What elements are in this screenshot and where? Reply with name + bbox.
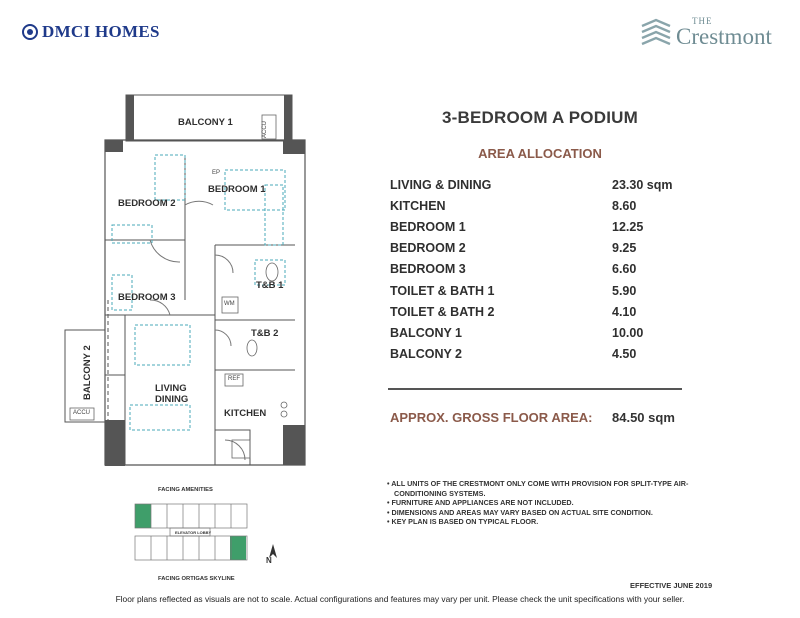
area-value: 9.25: [612, 241, 637, 256]
note-item: • FURNITURE AND APPLIANCES ARE NOT INCLUDED.: [387, 498, 574, 508]
project-logo-name: Crestmont: [676, 24, 772, 49]
area-value: 5.90: [612, 283, 637, 298]
room-label-dining: DINING: [155, 394, 189, 405]
north-label: N: [266, 556, 272, 565]
gross-floor-area-label: APPROX. GROSS FLOOR AREA:: [390, 410, 593, 425]
area-value: 4.50: [612, 347, 637, 362]
key-plan-elevator-lobby: ELEVATOR LOBBY: [175, 530, 212, 535]
room-label-kitchen: KITCHEN: [224, 408, 267, 419]
room-label-balcony-1: BALCONY 1: [178, 117, 233, 128]
area-label: BEDROOM 1: [390, 219, 466, 234]
area-label: LIVING & DINING: [390, 177, 492, 192]
area-value: 8.60: [612, 198, 637, 213]
room-label-tb-2: T&B 2: [251, 328, 279, 339]
door-tag-label: EP: [212, 170, 221, 176]
room-label-living: LIVING: [155, 383, 187, 394]
key-plan-facing-top: FACING AMENITIES: [158, 487, 213, 493]
crestmont-logo-icon: [640, 18, 672, 48]
developer-logo-text: DMCI HOMES: [42, 22, 160, 41]
area-label: BALCONY 1: [390, 325, 463, 340]
area-value: 23.30 sqm: [612, 177, 673, 192]
key-plan-facing-bottom: FACING ORTIGAS SKYLINE: [158, 576, 235, 582]
project-logo-prefix: THE: [692, 16, 713, 26]
notes: [387, 479, 717, 527]
divider: [388, 388, 682, 390]
area-label: BEDROOM 2: [390, 241, 466, 256]
dmci-logo-icon: [22, 24, 38, 40]
disclaimer: Floor plans reflected as visuals are not to scale. Actual configurations and features may vary per unit. Please check the unit specifications with your seller.: [115, 594, 685, 604]
note-item: • DIMENSIONS AND AREAS MAY VARY BASED ON ACTUAL SITE CONDITION.: [387, 507, 653, 517]
gross-floor-area-value: 84.50 sqm: [612, 410, 675, 425]
area-allocation-table: [390, 174, 690, 365]
room-label-bedroom-2: BEDROOM 2: [118, 198, 176, 209]
unit-title: 3-BEDROOM A PODIUM: [442, 108, 638, 127]
ref-label: REF: [228, 376, 240, 382]
area-row: [390, 174, 690, 195]
area-row: [390, 280, 690, 301]
bed-1-furniture: [155, 155, 185, 200]
area-row: [390, 322, 690, 343]
area-value: 10.00: [612, 325, 644, 340]
area-row: [390, 195, 690, 216]
room-label-tb-1: T&B 1: [256, 280, 284, 291]
area-row: [390, 238, 690, 259]
room-label-bedroom-1: BEDROOM 1: [208, 184, 266, 195]
area-label: BALCONY 2: [390, 347, 463, 362]
area-row: [390, 216, 690, 237]
project-logo: [640, 14, 782, 52]
area-row: [390, 344, 690, 365]
sofa: [130, 405, 190, 430]
note-item: • ALL UNITS OF THE CRESTMONT ONLY COME WITH PROVISION FOR SPLIT-TYPE AIR-CONDITIONING SYSTEMS.: [387, 479, 689, 498]
area-allocation-heading: AREA ALLOCATION: [478, 146, 602, 161]
area-label: TOILET & BATH 1: [390, 283, 495, 298]
area-value: 4.10: [612, 304, 637, 319]
area-label: BEDROOM 3: [390, 262, 466, 277]
area-value: 12.25: [612, 219, 644, 234]
area-label: KITCHEN: [390, 198, 446, 213]
area-row: [390, 301, 690, 322]
accu-label-left: ACCU: [73, 410, 91, 416]
area-label: TOILET & BATH 2: [390, 304, 495, 319]
note-item: • KEY PLAN IS BASED ON TYPICAL FLOOR.: [387, 517, 539, 527]
dining-table: [135, 325, 190, 365]
accu-label-top: ACCU: [262, 120, 268, 138]
wm-label: WM: [224, 301, 235, 307]
effective-date: EFFECTIVE JUNE 2019: [630, 581, 713, 590]
room-label-bedroom-3: BEDROOM 3: [118, 292, 176, 303]
room-label-balcony-2: BALCONY 2: [82, 345, 93, 400]
area-row: [390, 259, 690, 280]
area-value: 6.60: [612, 262, 637, 277]
developer-logo: [22, 22, 160, 42]
